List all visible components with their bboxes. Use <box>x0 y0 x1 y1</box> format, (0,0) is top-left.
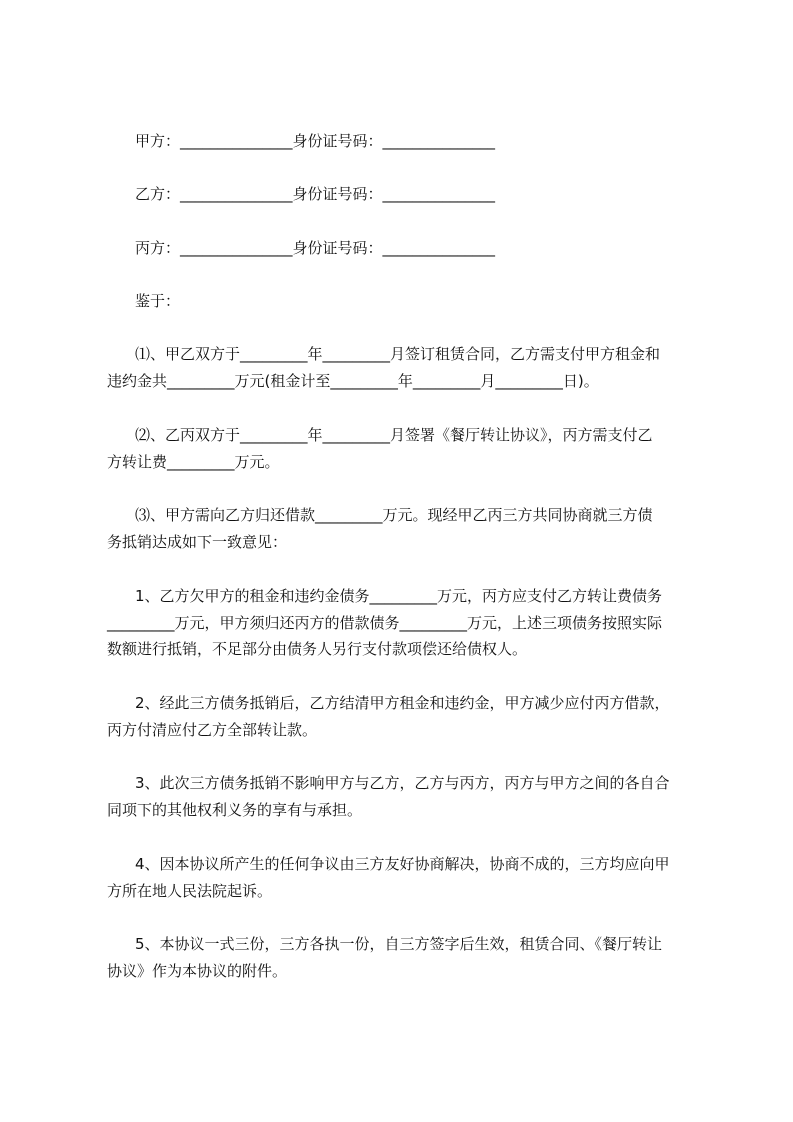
clause-2-line-2: 丙方付清应付乙方全部转让款。 <box>107 721 318 739</box>
clause-1-line-1: 1、乙方欠甲方的租金和违约金债务_________万元，丙方应支付乙方转让费债务 <box>135 587 663 605</box>
clause-5-line-1: 5、本协议一式三份，三方各执一份，自三方签字后生效，租赁合同、《餐厅转让 <box>135 935 663 953</box>
clause-2-line-1: 2、经此三方债务抵销后，乙方结清甲方租金和违约金，甲方减少应付丙方借款， <box>135 694 670 712</box>
whereas-heading: 鉴于： <box>135 292 181 310</box>
clause-5-line-2: 协议》作为本协议的附件。 <box>107 962 288 980</box>
clause-4-line-2: 方所在地人民法院起诉。 <box>107 882 273 900</box>
recital-1-line-2: 违约金共_________万元(租金计至_________年_________月_________日)。 <box>107 372 599 390</box>
party-yi-line: 乙方：_______________身份证号码：_______________ <box>135 185 496 203</box>
clause-4-line-1: 4、因本协议所产生的任何争议由三方友好协商解决，协商不成的，三方均应向甲 <box>135 855 670 873</box>
recital-3-line-2: 务抵销达成如下一致意见： <box>107 533 288 551</box>
party-bing-line: 丙方：_______________身份证号码：_______________ <box>135 239 496 257</box>
clause-3-line-1: 3、此次三方债务抵销不影响甲方与乙方，乙方与丙方，丙方与甲方之间的各自合 <box>135 774 670 792</box>
clause-3-line-2: 同项下的其他权利义务的享有与承担。 <box>107 801 363 819</box>
party-jia-line: 甲方：_______________身份证号码：_______________ <box>135 132 496 150</box>
clause-1-line-3: 数额进行抵销，不足部分由债务人另行支付款项偿还给债权人。 <box>107 640 528 658</box>
recital-2-line-1: ⑵、乙丙双方于_________年_________月签署《餐厅转让协议》，丙方需支付乙 <box>135 426 653 444</box>
recital-3-line-1: ⑶、甲方需向乙方归还借款_________万元。现经甲乙丙三方共同协商就三方债 <box>135 506 653 524</box>
clause-1-line-2: _________万元，甲方须归还丙方的借款债务_________万元，上述三项债务按照实际 <box>107 614 663 632</box>
recital-2-line-2: 方转让费_________万元。 <box>107 453 280 471</box>
recital-1-line-1: ⑴、甲乙双方于_________年_________月签订租赁合同，乙方需支付甲方租金和 <box>135 345 661 363</box>
